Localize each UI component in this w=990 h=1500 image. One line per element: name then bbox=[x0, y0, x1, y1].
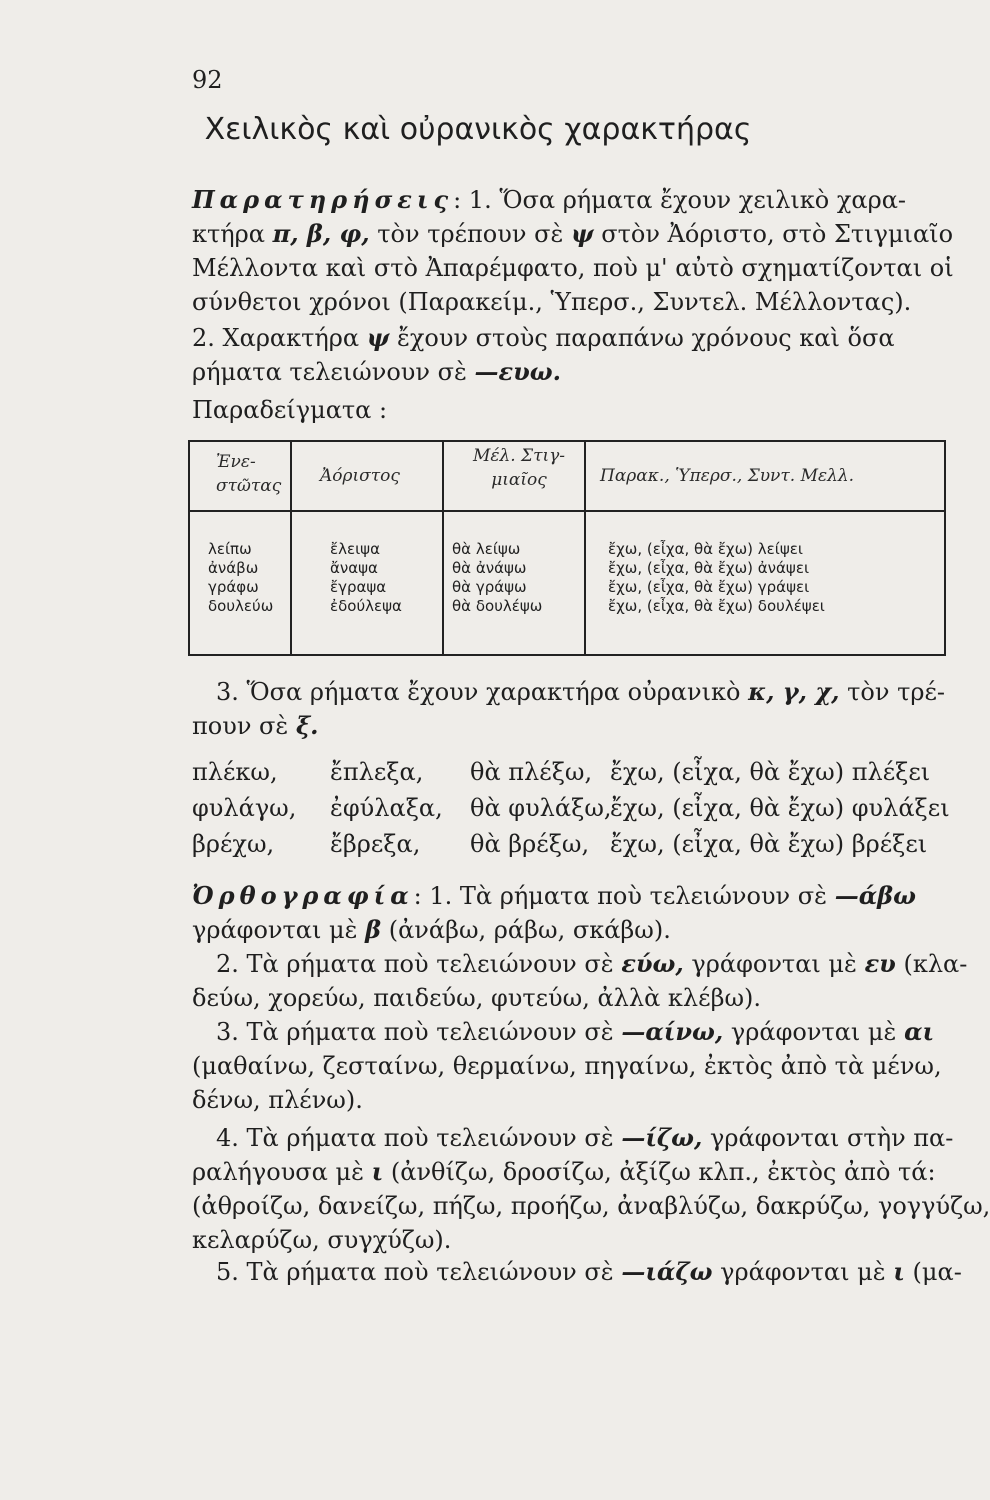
intro-line-2: κτήρα π, β, φ, τὸν τρέπουν σὲ ψ στὸν Ἀόριστο, στὸ Στιγμιαῖο bbox=[192, 219, 954, 248]
header-aorist: Ἀόριστος bbox=[320, 466, 400, 486]
intro-line-6: ρήματα τελειώνουν σὲ —ευω. bbox=[192, 357, 561, 386]
ortho-line-9: ραλήγουσα μὲ ι (ἀνθίζω, δροσίζω, ἀξίζω κλπ., ἐκτὸς ἀπὸ τά: bbox=[192, 1157, 936, 1186]
col-perfect: ἔχω, (εἶχα, θὰ ἔχω) λείψει ἔχω, (εἶχα, θὰ ἔχω) ἀνάψει ἔχω, (εἶχα, θὰ ἔχω) γράψει ἔχω, (εἶχα, θὰ ἔχω) δουλέψει bbox=[608, 540, 825, 615]
section3-line-2: πουν σὲ ξ. bbox=[192, 711, 319, 740]
col-aorist: ἔλειψα ἄναψα ἔγραψα ἐδούλεψα bbox=[330, 540, 402, 615]
ortho-line-7: δένω, πλένω). bbox=[192, 1086, 363, 1114]
ortho-line-12: 5. Τὰ ρήματα ποὺ τελειώνουν σὲ —ιάζω γράφονται μὲ ι (μα- bbox=[216, 1257, 962, 1286]
header-future: Μέλ. Στιγ- μιαῖος bbox=[472, 446, 566, 490]
ortho-line-10: (ἀθροίζω, δανείζω, πήζω, προήζω, ἀναβλύζω, δακρύζω, γογγύζω, bbox=[192, 1192, 990, 1220]
table-bottom-rule bbox=[188, 654, 946, 656]
intro-label: Παρατηρήσεις bbox=[192, 185, 454, 214]
section3-line-1: 3. Ὅσα ρήματα ἔχουν χαρακτήρα οὐρανικὸ κ, γ, χ, τὸν τρέ- bbox=[216, 677, 945, 706]
ortho-label: Ὀρθογραφία bbox=[192, 881, 414, 910]
header-perfect: Παρακ., Ὑπερσ., Συντ. Μελλ. bbox=[600, 466, 855, 486]
col-future: θὰ λείψω θὰ ἀνάψω θὰ γράψω θὰ δουλέψω bbox=[452, 540, 543, 615]
ortho-line-11: κελαρύζω, συγχύζω). bbox=[192, 1226, 452, 1254]
ortho-line-4: δεύω, χορεύω, παιδεύω, φυτεύω, ἀλλὰ κλέβω). bbox=[192, 984, 762, 1012]
ortho-line-6: (μαθαίνω, ζεσταίνω, θερμαίνω, πηγαίνω, ἐκτὸς ἀπὸ τὰ μένω, bbox=[192, 1052, 942, 1080]
intro-line-3: Μέλλοντα καὶ στὸ Ἀπαρέμφατο, ποὺ μ' αὐτὸ σχηματίζονται οἱ bbox=[192, 254, 954, 282]
ortho-line-3: 2. Τὰ ρήματα ποὺ τελειώνουν σὲ εύω, γράφονται μὲ ευ (κλα- bbox=[216, 949, 968, 978]
intro-line-4: σύνθετοι χρόνοι (Παρακείμ., Ὑπερσ., Συντελ. Μέλλοντας). bbox=[192, 288, 912, 316]
page-title: Χειλικὸς καὶ οὐρανικὸς χαρακτήρας bbox=[204, 112, 752, 147]
examples-heading: Παραδείγματα : bbox=[192, 396, 388, 424]
book-page: 92 Χειλικὸς καὶ οὐρανικὸς χαρακτήρας Παρατηρήσεις: 1. Ὅσα ρήματα ἔχουν χειλικὸ χαρα- κτήρα π, β, φ, τὸν τρέπουν σὲ ψ στὸν Ἀόριστο, στὸ Στιγμιαῖο Μέλλοντα καὶ στὸ Ἀπαρέμφατο, ποὺ μ' αὐτὸ σχηματίζονται οἱ σύνθετοι χρόνοι (Παρακείμ., Ὑπερσ., Συντελ. Μέλλοντας). 2. Χαρακτήρα ψ ἔχουν στοὺς παραπάνω χρόνους καὶ ὅσα ρήματα τελειώνουν σὲ —ευω. Παραδείγματα : Ἐνε- στῶτας Ἀόριστος Μέλ. Στιγ- μιαῖος Παρακ., Ὑπερσ., Συντ. Μελλ. λείπω ἀνάβω γράφω δουλεύω ἔλειψα ἄναψα ἔγραψα ἐδούλεψα θὰ λείψω θὰ ἀνάψω θὰ γράψω θὰ δουλέψω ἔχω, (εἶχα, θὰ ἔχω) λείψει ἔχω, (εἶχα, θὰ ἔχω) ἀνάψει ἔχω, (εἶχα, θὰ ἔχω) γράψει ἔχω, (εἶχα, θὰ ἔχω) δουλέψει 3. Ὅσα ρήματα ἔχουν χαρακτήρα οὐρανικὸ κ, γ, χ, τὸν τρέ- πουν σὲ ξ. πλέκω, ἔπλεξα, θὰ πλέξω, ἔχω, (εἶχα, θὰ ἔχω) πλέξει φυλάγω, ἐφύλαξα, θὰ φυλάξω, ἔχω, (εἶχα, θὰ ἔχω) φυλάξει βρέχω, ἔβρεξα, θὰ βρέξω, ἔχω, (εἶχα, θὰ ἔχω) βρέξει Ὀρθογραφία: 1. Τὰ ρήματα ποὺ τελειώνουν σὲ —άβω γράφονται μὲ β (ἀνάβω, ράβω, σκάβω). 2. Τὰ ρήματα ποὺ τελειώνουν σὲ εύω, γράφονται μὲ ευ (κλα- δεύω, χορεύω, παιδεύω, φυτεύω, ἀλλὰ κλέβω). 3. Τὰ ρήματα ποὺ τελειώνουν σὲ —αίνω, γράφονται μὲ αι (μαθαίνω, ζεσταίνω, θερμαίνω, πηγαίνω, ἐκτὸς ἀπὸ τὰ μένω, δένω, πλένω). 4. Τὰ ρήματα ποὺ τελειώνουν σὲ —ίζω, γράφονται στὴν πα- ραλήγουσα μὲ ι (ἀνθίζω, δροσίζω, ἀξίζω κλπ., ἐκτὸς ἀπὸ τά: (ἀθροίζω, δανείζω, πήζω, προήζω, ἀναβλύζω, δακρύζω, γογγύζω, κελαρύζω, συγχύζω). 5. Τὰ ρήματα ποὺ τελειώνουν σὲ —ιάζω γράφονται μὲ ι (μα- bbox=[0, 0, 956, 1500]
page-number: 92 bbox=[192, 66, 223, 94]
conjugation-table bbox=[188, 440, 946, 656]
table-header-rule bbox=[188, 510, 946, 512]
intro-line-5: 2. Χαρακτήρα ψ ἔχουν στοὺς παραπάνω χρόνους καὶ ὅσα bbox=[192, 323, 895, 352]
ortho-line-8: 4. Τὰ ρήματα ποὺ τελειώνουν σὲ —ίζω, γράφονται στὴν πα- bbox=[216, 1123, 954, 1152]
ortho-line-1: Ὀρθογραφία: 1. Τὰ ρήματα ποὺ τελειώνουν σὲ —άβω bbox=[192, 881, 916, 910]
header-present: Ἐνε- στῶτας bbox=[216, 452, 282, 496]
ortho-line-2: γράφονται μὲ β (ἀνάβω, ράβω, σκάβω). bbox=[192, 915, 671, 944]
table-top-rule bbox=[188, 440, 946, 442]
col-present: λείπω ἀνάβω γράφω δουλεύω bbox=[208, 540, 274, 615]
intro-line-1: Παρατηρήσεις: 1. Ὅσα ρήματα ἔχουν χειλικὸ χαρα- bbox=[192, 185, 907, 214]
ortho-line-5: 3. Τὰ ρήματα ποὺ τελειώνουν σὲ —αίνω, γράφονται μὲ αι bbox=[216, 1017, 935, 1046]
